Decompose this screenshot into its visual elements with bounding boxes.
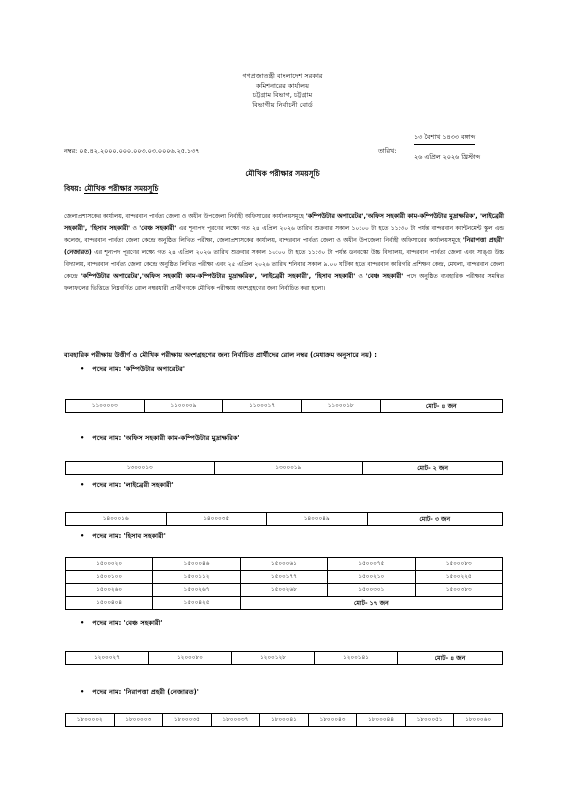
- total-count: মোট- ৩ জন: [367, 513, 503, 526]
- table-row: [66, 558, 503, 571]
- bullet-icon: •: [80, 481, 85, 489]
- roll-cell: ১২০০১৪১: [315, 652, 398, 665]
- post-name: পদের নাম: 'অফিস সহকারী কাম-কম্পিউটার মুদ্রাক্ষরিক': [92, 434, 240, 442]
- roll-cell: ১৪০০০১৬: [66, 513, 167, 526]
- roll-cell: ১৫০০০৬১: [240, 558, 327, 571]
- roll-cell: ১৮০০০৪১: [260, 714, 309, 727]
- roll-table-accounts-assistant: [65, 557, 503, 610]
- subject-label: বিষয়:: [64, 184, 82, 193]
- roll-cell: ১৮০০০৩৭: [211, 714, 260, 727]
- section-label-library-assistant: [80, 479, 174, 491]
- roll-cell: ১২০০০৮০: [149, 652, 232, 665]
- total-count: মোট- ২ জন: [363, 462, 503, 475]
- table-row: [66, 597, 503, 610]
- roll-cell: ১৫০০৩৮৩: [415, 584, 502, 597]
- paragraph-text-5: ও: [355, 274, 366, 280]
- roll-cell: ১২০০০২৭: [66, 652, 149, 665]
- header-division: চট্টগ্রাম বিভাগ, চট্টগ্রাম: [252, 91, 313, 99]
- roll-cell: ১৮০০০৪৪: [357, 714, 406, 727]
- paragraph-posts-2: 'কম্পিউটার অপারেটর','অফিস সহকারী কাম-কম্পিউটার মুদ্রাক্ষরিক', 'লাইব্রেরী সহকারী', 'হিসাব সহকারী': [80, 273, 356, 280]
- roll-cell: ১৩০০০১৯: [214, 462, 363, 475]
- total-count: মোট- ৪ জন: [398, 652, 503, 665]
- post-name: পদের নাম: 'লাইব্রেরী সহকারী': [92, 481, 174, 489]
- table-row: [66, 462, 503, 475]
- paragraph-text-1: জেলাপ্রশাসকের কার্যালয়, বান্দরবান পার্বত্য জেলা ও অধীন উপজেলা নির্বাহী অফিসারের কার্যালয়সমূহে: [64, 214, 306, 220]
- roll-table-computer-operator: [65, 399, 503, 413]
- roll-cell: ১৮০০০৪৩: [308, 714, 357, 727]
- paragraph-text-3: এর শূন্যপদ পূরণের লক্ষ্যে গত ২৪ এপ্রিল ২০২৬ তারিখ শুক্রবার সকাল ১০:০০ টা হতে ১১:৩০ টা পর্যন্ত বান্দরবান ক্যান্টনমেন্ট স্কুল এন্ড কলেজ, বান্দরবান পার্বত্য জেলা কেন্দ্রে অনুষ্ঠিত লিখিত পরীক্ষা, জেলাপ্রশাসকের কার্যালয়, বান্দরবান পার্বত্য জেলা ও অধীন উপজেলা নির্বাহী অফিসারের কার্যালয়সমূহে: [64, 226, 504, 244]
- roll-cell: ১৪০০০৪৯: [267, 513, 368, 526]
- post-name: পদের নাম: 'বেঞ্চ সহকারী': [92, 619, 163, 627]
- header-office: কমিশনারের কার্যালয়: [256, 81, 309, 90]
- paragraph-text-2: ও: [130, 226, 140, 232]
- table-row: [66, 513, 503, 526]
- roll-cell: ১৫০০১১২: [153, 571, 240, 584]
- roll-table-bench-assistant: [65, 651, 503, 665]
- bullet-icon: •: [80, 365, 85, 373]
- table-row: [66, 714, 503, 727]
- bullet-icon: •: [80, 532, 85, 540]
- roll-cell: ১৫০০৪০৪: [66, 597, 153, 610]
- paragraph-post-guard: 'নিরাপত্তা প্রহরী' (নেজারত): [64, 237, 505, 256]
- roll-cell: ১২০০১২৮: [232, 652, 315, 665]
- post-name: পদের নাম: 'হিসাব সহকারী': [92, 532, 166, 540]
- section-label-security-guard: [80, 686, 199, 698]
- roll-cell: ১৫০০৪২৫: [153, 597, 240, 610]
- roll-cell: ১৫০০০৪৬: [153, 558, 240, 571]
- roll-cell: ১৮০০০৩৫: [163, 714, 212, 727]
- body-paragraph: [64, 211, 504, 295]
- paragraph-text-4: এর শূন্যপদ পূরণের লক্ষ্যে গত ২৪ এপ্রিল ২০২৬ তারিখ শুক্রবার সকাল ১০:০০ টা হতে ১১:৩০ টা পর্যন্ত ডনবস্কো উচ্চ বিদ্যালয়, বান্দরবান পার্বত্য জেলা এবং সাঙ্গু উচ্চ বিদ্যালয়, বান্দরবান পার্বত্য জেলা কেন্দ্রে অনুষ্ঠিত লিখিত পরীক্ষা এবং ২৫ এপ্রিল ২০২৬ তারিখ শনিবার সকাল ৯.০০ ঘটিকা হতে বান্দরবান কারিগরি প্রশিক্ষণ কেন্দ্র, মেঘলা, বান্দরবান জেলা কেন্দ্রে: [64, 250, 504, 280]
- date-gregorian: ২৬ এপ্রিল ২০২৬ খ্রিস্টাব্দ: [414, 153, 480, 161]
- table-row: [66, 571, 503, 584]
- section-label-accounts-assistant: [80, 530, 166, 542]
- header-government: গণপ্রজাতন্ত্রী বাংলাদেশ সরকার: [242, 72, 323, 80]
- roll-cell: ১৫০০২৬৮: [240, 584, 327, 597]
- roll-cell: ১১০০০১৭: [223, 400, 302, 413]
- roll-cell: ১৫০০০৮৩: [415, 558, 502, 571]
- paragraph-posts-1: 'কম্পিউটার অপারেটর','অফিস সহকারী কাম-কম্পিউটার মুদ্রাক্ষরিক', 'লাইব্রেরী সহকারী', 'হিসাব সহকারী': [64, 213, 504, 232]
- bullet-icon: •: [80, 619, 85, 627]
- table-row: [66, 400, 503, 413]
- roll-cell: ১৮০০০০৩: [114, 714, 163, 727]
- header-board: বিভাগীয় নির্বাচনী বোর্ড: [252, 100, 313, 109]
- roll-cell: ১১০০০১৮: [301, 400, 380, 413]
- total-count: মোট- ১৭ জন: [240, 597, 502, 610]
- section-label-office-assistant: [80, 432, 240, 444]
- subject-text: মৌখিক পরীক্ষার সময়সূচি: [84, 184, 159, 193]
- table-row: [66, 584, 503, 597]
- roll-cell: ১১০০০০৯: [144, 400, 223, 413]
- post-name: পদের নাম: 'কম্পিউটার অপারেটর': [92, 365, 185, 373]
- roll-cell: ১৫০০৩০১: [328, 584, 415, 597]
- page-title: মৌখিক পরীক্ষার সময়সূচি: [245, 169, 320, 178]
- roll-cell: ১৫০০২৬০: [66, 584, 153, 597]
- roll-cell: ১৮০০০৫১: [405, 714, 454, 727]
- roll-cell: ১৩০০০১৩: [66, 462, 215, 475]
- roll-cell: ১৪০০০৩৫: [166, 513, 267, 526]
- table-row: [66, 652, 503, 665]
- roll-cell: ১৫০০১০০: [66, 571, 153, 584]
- paragraph-post-bench-1: 'বেঞ্চ সহকারী': [139, 225, 177, 232]
- selection-lead: ব্যবহারিক পরীক্ষায় উত্তীর্ণ ও মৌখিক পরীক্ষায় অংশগ্রহণের জন্য নির্বাচিত প্রার্থীদের রোল নম্বর (মেধাক্রম অনুসারে নয়) :: [64, 351, 377, 359]
- roll-cell: ১৫০০২১০: [328, 571, 415, 584]
- roll-cell: ১৮০০০০২: [66, 714, 115, 727]
- roll-cell: ১৫০০২২৫: [415, 571, 502, 584]
- roll-table-security-guard: [65, 713, 503, 727]
- roll-table-office-assistant: [65, 461, 503, 475]
- roll-cell: ১৫০০১৭৭: [240, 571, 327, 584]
- roll-cell: ১৮০০০৬০: [454, 714, 503, 727]
- total-count: মোট- ৪ জন: [380, 400, 502, 413]
- date-label: তারিখ:: [378, 147, 397, 155]
- section-label-computer-operator: [80, 363, 185, 375]
- bullet-icon: •: [80, 688, 85, 696]
- subject-line: [64, 184, 158, 196]
- roll-table-library-assistant: [65, 512, 503, 526]
- post-name: পদের নাম: 'নিরাপত্তা প্রহরী (নেজারত)': [92, 688, 199, 696]
- roll-cell: ১৫০০০২০: [66, 558, 153, 571]
- section-label-bench-assistant: [80, 617, 163, 629]
- roll-cell: ১৫০০২৬৭: [153, 584, 240, 597]
- memo-number: নম্বর: ০৫.৪২.২০০০.০০০.০০৩.০৩.০০০৬.২৫.১৩৭: [64, 147, 200, 155]
- roll-cell: ১৫০০০৭৫: [328, 558, 415, 571]
- paragraph-text-6: পদে অনুষ্ঠিত ব্যবহারিক পরীক্ষার সমন্বিত ফলাফলের ভিত্তিতে নিম্নবর্ণিত রোল নম্বরধারী প্রার্থীগণকে মৌখিক পরীক্ষায় অংশগ্রহণের জন্য নির্বাচিত করা হলো।: [64, 274, 504, 292]
- office-header: [0, 72, 565, 110]
- paragraph-post-bench-2: 'বেঞ্চ সহকারী': [365, 273, 404, 280]
- date-bangla: ১৩ বৈশাখ ১৪৩৩ বঙ্গাব্দ: [414, 132, 475, 145]
- roll-cell: ১১০০০০৩: [66, 400, 145, 413]
- bullet-icon: •: [80, 434, 85, 442]
